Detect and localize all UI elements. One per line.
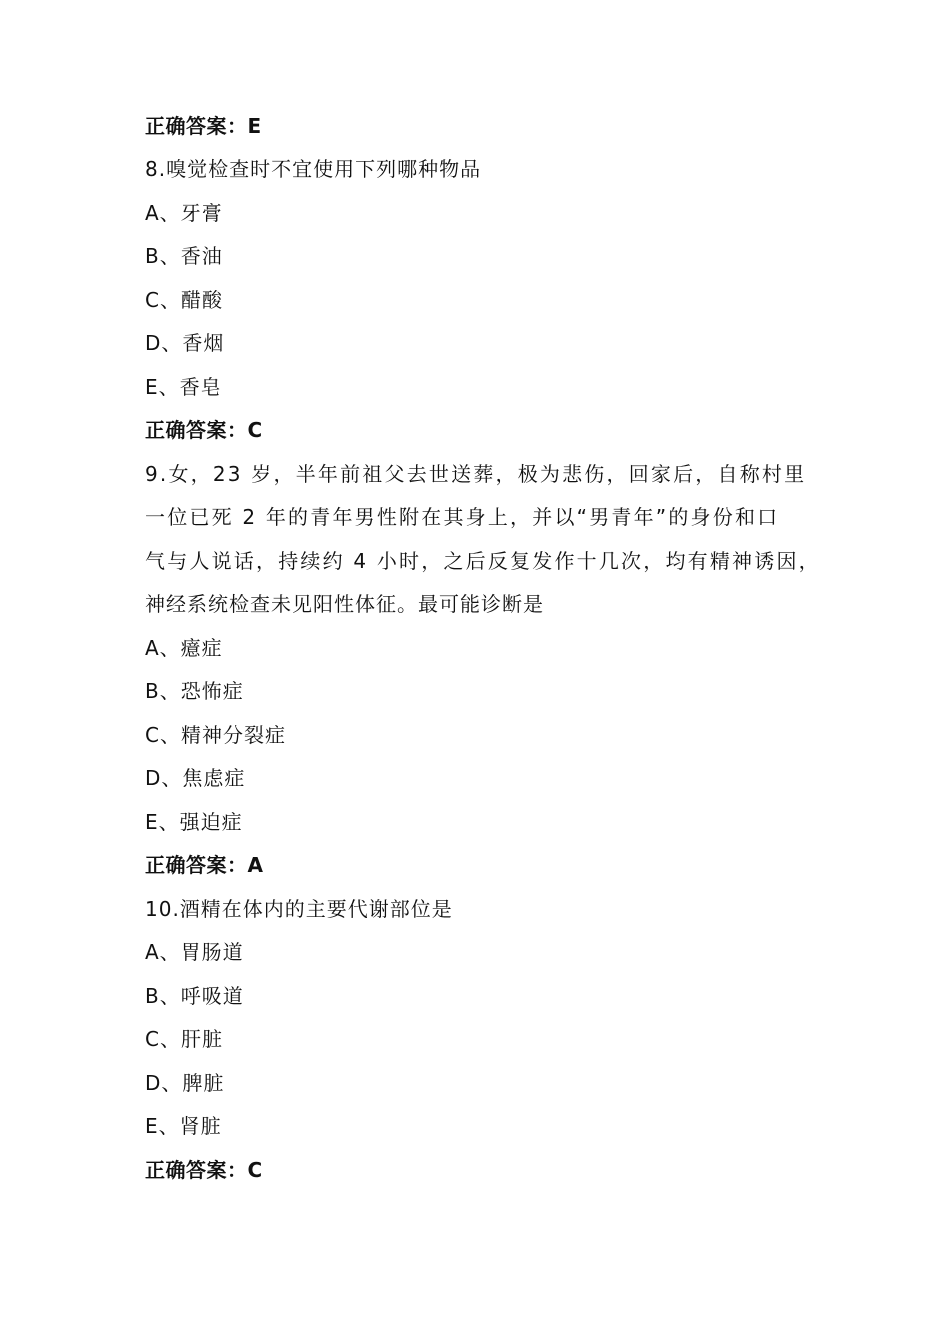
question-10-option-d: D、脾脏 bbox=[145, 1071, 225, 1095]
question-10-option-c: C、肝脏 bbox=[145, 1027, 223, 1051]
question-9-stem-line-1: 9.女，23 岁，半年前祖父去世送葬，极为悲伤，回家后，自称村里 bbox=[145, 462, 807, 486]
question-8-stem: 8.嗅觉检查时不宜使用下列哪种物品 bbox=[145, 157, 482, 181]
answer-q10: 正确答案：C bbox=[145, 1158, 263, 1182]
question-9-option-c: C、精神分裂症 bbox=[145, 723, 286, 747]
question-9-option-b: B、恐怖症 bbox=[145, 679, 244, 703]
question-9-option-e: E、强迫症 bbox=[145, 810, 243, 834]
question-8-option-a: A、牙膏 bbox=[145, 201, 223, 225]
question-10-option-e: E、肾脏 bbox=[145, 1114, 222, 1138]
question-9-option-d: D、焦虑症 bbox=[145, 766, 246, 790]
answer-q8: 正确答案：C bbox=[145, 418, 263, 442]
answer-q7: 正确答案：E bbox=[145, 114, 262, 138]
question-8-option-d: D、香烟 bbox=[145, 331, 225, 355]
question-8-option-e: E、香皂 bbox=[145, 375, 222, 399]
question-9-stem-line-4: 神经系统检查未见阳性体征。最可能诊断是 bbox=[145, 592, 544, 616]
question-9-stem-line-2: 一位已死 2 年的青年男性附在其身上，并以“男青年”的身份和口 bbox=[145, 505, 780, 529]
question-8-option-c: C、醋酸 bbox=[145, 288, 223, 312]
question-10-stem: 10.酒精在体内的主要代谢部位是 bbox=[145, 897, 453, 921]
question-10-option-a: A、胃肠道 bbox=[145, 940, 244, 964]
answer-q9: 正确答案：A bbox=[145, 853, 264, 877]
question-10-option-b: B、呼吸道 bbox=[145, 984, 244, 1008]
question-9-stem-line-3: 气与人说话，持续约 4 小时，之后反复发作十几次，均有精神诱因， bbox=[145, 549, 821, 573]
question-9-option-a: A、癔症 bbox=[145, 636, 223, 660]
question-8-option-b: B、香油 bbox=[145, 244, 223, 268]
